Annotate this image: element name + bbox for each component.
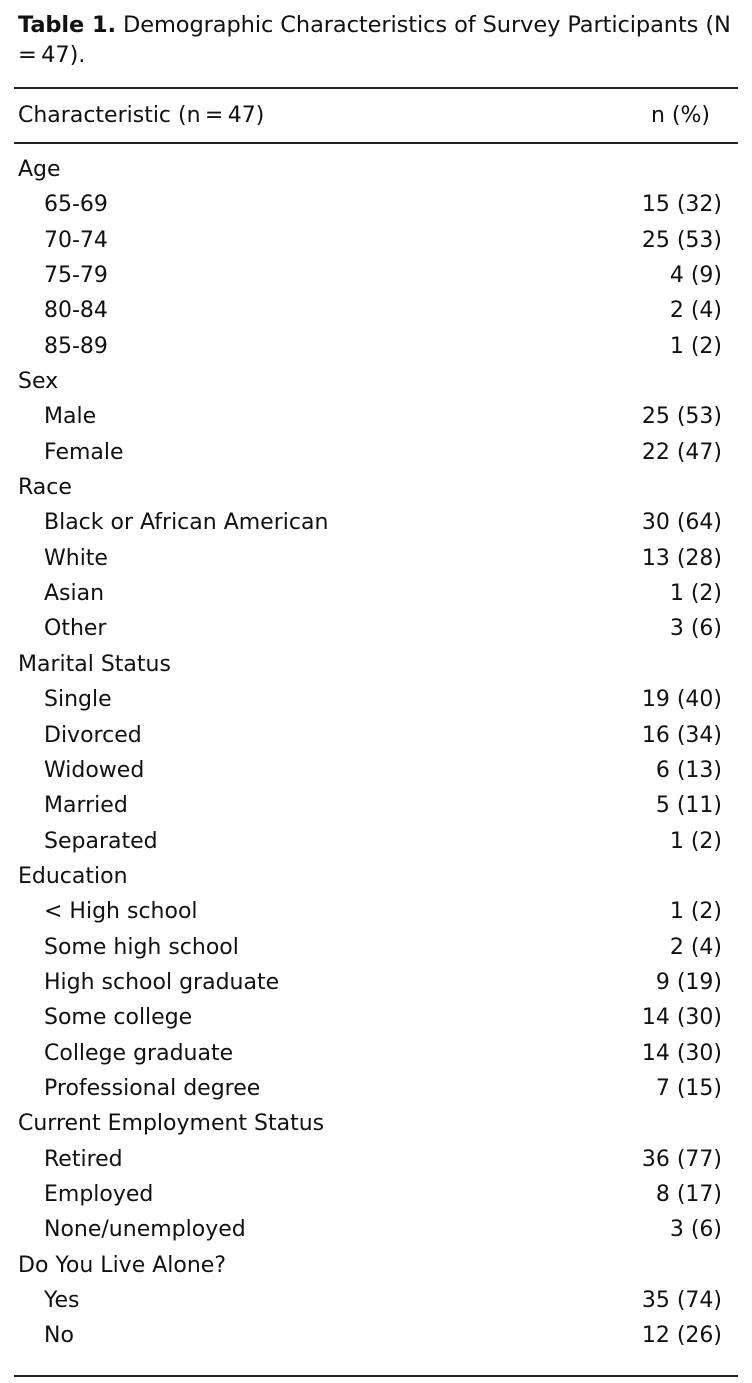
row-label: Some high school: [44, 934, 239, 960]
row-value: 1 (2): [669, 828, 722, 854]
table-row: [0, 1283, 752, 1318]
category-label: Current Employment Status: [18, 1111, 325, 1137]
row-label: < High school: [44, 899, 198, 925]
row-label: Employed: [44, 1181, 154, 1207]
table-row: [0, 505, 752, 540]
header-n-percent: n (%): [650, 103, 710, 128]
header-rule: [14, 142, 738, 144]
row-value: 3 (6): [669, 1217, 722, 1243]
row-label: Married: [44, 793, 128, 819]
table-row: [0, 788, 752, 823]
table-row: [0, 329, 752, 364]
row-label: No: [44, 1323, 74, 1349]
category-row: [0, 364, 752, 399]
table-row: [0, 718, 752, 753]
row-label: Male: [44, 404, 97, 430]
row-label: 85-89: [44, 333, 108, 359]
table-row: [0, 1212, 752, 1247]
row-label: Black or African American: [44, 510, 329, 536]
row-value: 14 (30): [641, 1005, 722, 1031]
row-label: 80-84: [44, 298, 108, 324]
table-row: [0, 1000, 752, 1035]
row-value: 3 (6): [669, 616, 722, 642]
category-row: [0, 859, 752, 894]
row-label: 70-74: [44, 227, 108, 253]
row-value: 5 (11): [655, 793, 722, 819]
category-label: Do You Live Alone?: [18, 1252, 227, 1278]
table-row: [0, 541, 752, 576]
row-label: High school graduate: [44, 969, 280, 995]
row-value: 1 (2): [669, 581, 722, 607]
row-label: Some college: [44, 1005, 193, 1031]
table-row: [0, 1318, 752, 1353]
row-label: Single: [44, 687, 112, 713]
row-value: 30 (64): [641, 510, 722, 536]
row-value: 16 (34): [641, 722, 722, 748]
row-label: Yes: [44, 1288, 80, 1313]
table-header: [0, 98, 752, 134]
row-label: Divorced: [44, 722, 142, 748]
row-label: Female: [44, 439, 124, 465]
table-row: [0, 682, 752, 717]
row-value: 1 (2): [669, 899, 722, 925]
row-value: 15 (32): [641, 192, 722, 218]
table-row: [0, 965, 752, 1000]
table-row: [0, 930, 752, 965]
table-row: [0, 576, 752, 611]
row-value: 7 (15): [655, 1075, 722, 1101]
table-row: [0, 1071, 752, 1106]
row-label: 65-69: [44, 192, 108, 218]
row-value: 9 (19): [655, 969, 722, 995]
row-value: 2 (4): [669, 298, 722, 324]
row-label: College graduate: [44, 1040, 234, 1066]
category-row: [0, 1106, 752, 1141]
table-row: [0, 293, 752, 328]
row-value: 1 (2): [669, 333, 722, 359]
table-row: [0, 824, 752, 859]
table-row: [0, 894, 752, 929]
table-row: [0, 1036, 752, 1071]
category-row: [0, 1248, 752, 1283]
caption-label: Table 1.: [18, 12, 116, 38]
top-rule: [14, 87, 738, 89]
row-label: Asian: [44, 581, 105, 607]
table-row: [0, 223, 752, 258]
table-row: [0, 187, 752, 222]
row-label: Professional degree: [44, 1075, 261, 1101]
row-label: Other: [44, 616, 107, 642]
row-value: 19 (40): [641, 687, 722, 713]
row-value: 25 (53): [641, 227, 722, 253]
category-label: Race: [18, 475, 72, 501]
row-value: 25 (53): [641, 404, 722, 430]
row-value: 14 (30): [641, 1040, 722, 1066]
table-row: [0, 753, 752, 788]
caption-text: Demographic Characteristics of Survey Participants (N = 47).: [18, 12, 736, 68]
table-row: [0, 435, 752, 470]
row-value: 22 (47): [641, 439, 722, 465]
table-caption: [18, 10, 738, 70]
table-row: [0, 1142, 752, 1177]
row-value: 13 (28): [641, 545, 722, 571]
row-value: 35 (74): [641, 1288, 722, 1313]
category-row: [0, 152, 752, 187]
row-value: 6 (13): [655, 757, 722, 783]
row-label: Retired: [44, 1146, 123, 1172]
table-body: [0, 152, 752, 1354]
bottom-rule: [14, 1375, 738, 1377]
row-value: 36 (77): [641, 1146, 722, 1172]
row-label: Widowed: [44, 757, 145, 783]
row-label: White: [44, 545, 108, 571]
table-row: [0, 1177, 752, 1212]
row-value: 2 (4): [669, 934, 722, 960]
category-label: Education: [18, 863, 128, 889]
row-value: 4 (9): [669, 263, 722, 289]
category-label: Sex: [18, 369, 59, 395]
row-label: Separated: [44, 828, 158, 854]
row-value: 12 (26): [641, 1323, 722, 1349]
category-label: Age: [18, 157, 61, 182]
row-label: 75-79: [44, 263, 108, 289]
row-label: None/unemployed: [44, 1217, 246, 1243]
row-value: 8 (17): [655, 1181, 722, 1207]
category-row: [0, 470, 752, 505]
table-row: [0, 258, 752, 293]
table-row: [0, 611, 752, 646]
header-characteristic: Characteristic (n = 47): [18, 103, 265, 128]
category-label: Marital Status: [18, 651, 171, 677]
category-row: [0, 647, 752, 682]
table-row: [0, 399, 752, 434]
